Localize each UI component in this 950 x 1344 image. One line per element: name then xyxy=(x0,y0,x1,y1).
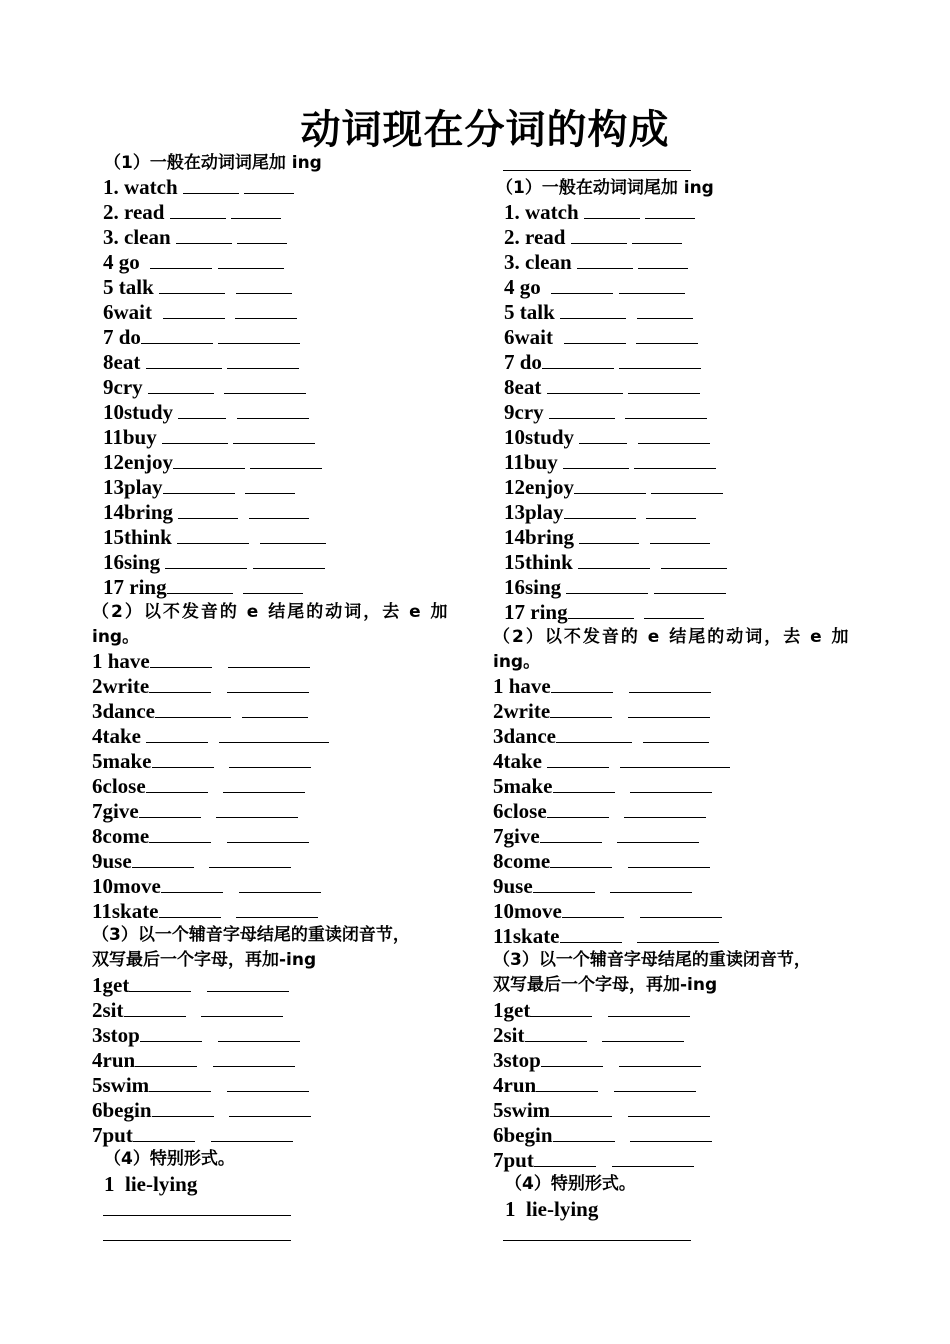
answer-line xyxy=(503,1240,691,1241)
word: 8come xyxy=(92,824,150,848)
word: 16sing xyxy=(504,575,562,599)
list-item xyxy=(92,774,305,798)
word: 3. clean xyxy=(504,250,572,274)
list-item xyxy=(92,1098,311,1122)
word: 2sit xyxy=(493,1023,525,1047)
word: 3stop xyxy=(92,1023,140,1047)
list-item: 1 lie-lying xyxy=(505,1197,599,1221)
word: 3dance xyxy=(493,724,556,748)
list-item xyxy=(92,899,318,923)
word: 6close xyxy=(493,799,547,823)
list-item xyxy=(493,799,706,823)
list-item xyxy=(504,300,693,324)
word: 5make xyxy=(493,774,553,798)
list-item xyxy=(493,874,692,898)
list-item xyxy=(504,350,701,374)
list-item xyxy=(504,575,726,599)
list-item xyxy=(92,674,309,698)
word: 10study xyxy=(504,425,575,449)
list-item xyxy=(103,375,306,399)
word: 17 ring xyxy=(103,575,167,599)
list-item xyxy=(103,475,295,499)
list-item xyxy=(493,998,690,1022)
list-item xyxy=(493,674,711,698)
section-heading: （2）以不发音的 e 结尾的动词，去 e 加 xyxy=(92,602,450,622)
list-item xyxy=(504,375,700,399)
word: 10study xyxy=(103,400,174,424)
list-item xyxy=(92,799,298,823)
section-heading: ing。 xyxy=(493,652,541,672)
list-item xyxy=(504,500,696,524)
word: 6wait xyxy=(504,325,553,349)
word: 15think xyxy=(103,525,172,549)
list-item xyxy=(103,175,294,199)
word: 7give xyxy=(493,824,540,848)
word: 5 talk xyxy=(504,300,555,324)
word: 15think xyxy=(504,550,573,574)
section-heading: （1）一般在动词词尾加 ing xyxy=(104,153,322,173)
list-item xyxy=(103,400,309,424)
list-item xyxy=(103,425,315,449)
word: 4take xyxy=(92,724,141,748)
word: 2sit xyxy=(92,998,124,1022)
list-item xyxy=(493,1048,701,1072)
word: 6close xyxy=(92,774,146,798)
word: 8eat xyxy=(504,375,542,399)
list-item xyxy=(103,450,322,474)
word: 9cry xyxy=(504,400,544,424)
word: 4 go xyxy=(103,250,140,274)
list-item xyxy=(103,525,326,549)
list-item xyxy=(493,724,709,748)
list-item xyxy=(103,300,297,324)
word: 6wait xyxy=(103,300,152,324)
list-item xyxy=(92,749,311,773)
list-item xyxy=(493,774,712,798)
list-item xyxy=(493,1123,712,1147)
word: 2write xyxy=(493,699,551,723)
word: 4run xyxy=(92,1048,136,1072)
answer-line xyxy=(503,170,691,171)
list-item xyxy=(92,649,310,673)
list-item xyxy=(504,275,685,299)
list-item xyxy=(493,924,719,948)
word: 13play xyxy=(504,500,564,524)
word: 7put xyxy=(92,1123,133,1147)
word: 9cry xyxy=(103,375,143,399)
word: 3dance xyxy=(92,699,155,723)
list-item xyxy=(504,225,682,249)
list-item xyxy=(92,849,291,873)
word: 1. watch xyxy=(504,200,579,224)
word: 11skate xyxy=(493,924,560,948)
word: 3stop xyxy=(493,1048,541,1072)
word: 1 have xyxy=(493,674,551,698)
word: 12enjoy xyxy=(504,475,574,499)
word: 2. read xyxy=(504,225,566,249)
list-item xyxy=(103,200,281,224)
word: 1get xyxy=(92,973,130,997)
section-heading: （2）以不发音的 e 结尾的动词，去 e 加 xyxy=(493,627,851,647)
word: 11skate xyxy=(92,899,159,923)
list-item xyxy=(504,250,688,274)
list-item xyxy=(92,1023,300,1047)
list-item xyxy=(92,874,321,898)
list-item xyxy=(504,525,710,549)
list-item xyxy=(103,250,284,274)
word: 6begin xyxy=(92,1098,152,1122)
list-item xyxy=(504,600,704,624)
word: 1 have xyxy=(92,649,150,673)
answer-line xyxy=(103,1215,291,1216)
list-item xyxy=(493,849,710,873)
word: 5make xyxy=(92,749,152,773)
word: 1. watch xyxy=(103,175,178,199)
list-item xyxy=(92,1048,295,1072)
list-item xyxy=(504,200,695,224)
section-heading: （3）以一个辅音字母结尾的重读闭音节， xyxy=(92,925,410,945)
list-item xyxy=(504,425,710,449)
section-heading: （4）特别形式。 xyxy=(505,1174,636,1194)
list-item xyxy=(493,899,722,923)
list-item xyxy=(493,1023,684,1047)
section-heading: （4）特别形式。 xyxy=(104,1149,235,1169)
section-heading: 双写最后一个字母，再加-ing xyxy=(493,975,718,995)
word: 7give xyxy=(92,799,139,823)
word: 16sing xyxy=(103,550,161,574)
word: 2write xyxy=(92,674,150,698)
section-heading: 双写最后一个字母，再加-ing xyxy=(92,950,317,970)
word: 4take xyxy=(493,749,542,773)
list-item xyxy=(103,275,292,299)
word: 8eat xyxy=(103,350,141,374)
word: 14bring xyxy=(504,525,575,549)
word: 11buy xyxy=(504,450,558,474)
word: 10move xyxy=(92,874,161,898)
list-item xyxy=(92,824,309,848)
list-item xyxy=(103,550,325,574)
list-item xyxy=(493,1098,710,1122)
word: 5swim xyxy=(92,1073,150,1097)
word: 6begin xyxy=(493,1123,553,1147)
list-item xyxy=(504,450,716,474)
list-item xyxy=(504,475,723,499)
word: 17 ring xyxy=(504,600,568,624)
word: 14bring xyxy=(103,500,174,524)
list-item xyxy=(504,400,707,424)
list-item xyxy=(92,724,329,748)
word: 5 talk xyxy=(103,275,154,299)
list-item xyxy=(493,824,699,848)
word: 1get xyxy=(493,998,531,1022)
word: 3. clean xyxy=(103,225,171,249)
section-heading: （3）以一个辅音字母结尾的重读闭音节， xyxy=(493,950,811,970)
page-title: 动词现在分词的构成 xyxy=(300,107,670,153)
word: 7 do xyxy=(504,350,542,374)
list-item xyxy=(493,1148,694,1172)
word: 4 go xyxy=(504,275,541,299)
list-item xyxy=(504,550,727,574)
section-heading: （1）一般在动词词尾加 ing xyxy=(496,178,714,198)
list-item xyxy=(103,350,299,374)
list-item xyxy=(493,699,710,723)
list-item xyxy=(103,325,300,349)
word: 7 do xyxy=(103,325,141,349)
list-item xyxy=(92,699,308,723)
list-item xyxy=(92,1073,309,1097)
answer-line xyxy=(103,1240,291,1241)
word: 5swim xyxy=(493,1098,551,1122)
list-item xyxy=(103,500,309,524)
word: 11buy xyxy=(103,425,157,449)
word: 10move xyxy=(493,899,562,923)
word: 9use xyxy=(493,874,533,898)
list-item: 1 lie-lying xyxy=(104,1172,198,1196)
word: 7put xyxy=(493,1148,534,1172)
word: 13play xyxy=(103,475,163,499)
word: 4run xyxy=(493,1073,537,1097)
list-item xyxy=(103,225,287,249)
word: 8come xyxy=(493,849,551,873)
section-heading: ing。 xyxy=(92,627,140,647)
word: 2. read xyxy=(103,200,165,224)
list-item xyxy=(103,575,303,599)
list-item xyxy=(493,1073,696,1097)
list-item xyxy=(493,749,730,773)
list-item xyxy=(92,998,283,1022)
list-item xyxy=(92,973,289,997)
word: 12enjoy xyxy=(103,450,173,474)
word: 9use xyxy=(92,849,132,873)
list-item xyxy=(92,1123,293,1147)
list-item xyxy=(504,325,698,349)
